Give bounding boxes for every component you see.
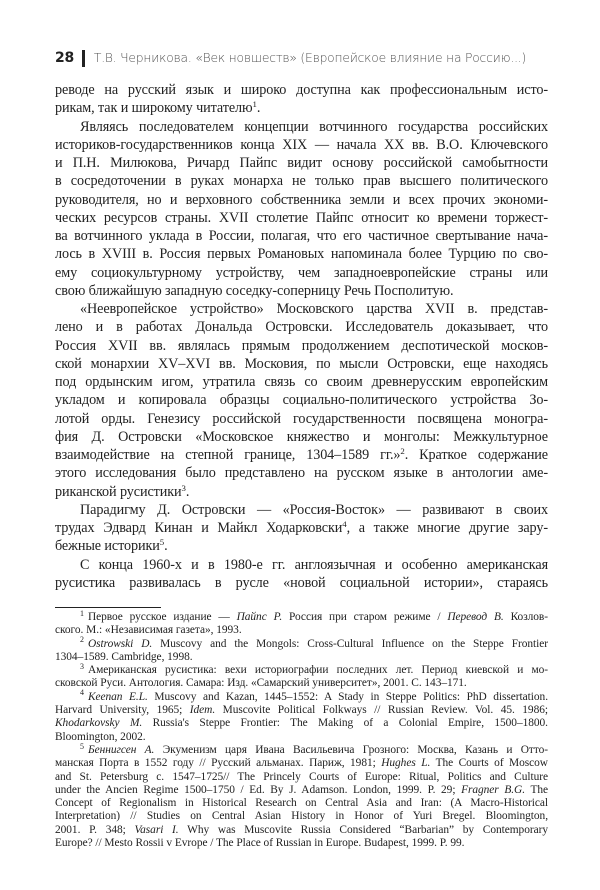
footnote xyxy=(55,661,548,691)
text-run: 1304–1589. Cambridge, 1998. xyxy=(55,650,193,663)
text-run: Россия XVII вв. являлась прямым продолжением деспотической москов- xyxy=(55,337,548,354)
text-line xyxy=(55,191,548,209)
paragraph xyxy=(55,556,548,593)
text-run: в сосредоточении в руках монарха не только прав высшего политического xyxy=(55,173,548,190)
text-run: сковской Руси. Антология. Самара: Изд. «Самарский университет», 2001. С. 143–171. xyxy=(55,677,467,690)
text-line xyxy=(55,318,548,336)
text-line xyxy=(55,355,548,373)
italic-run: Vasari I. xyxy=(134,823,179,836)
text-run: Russia's Steppe Frontier: The Making of a Colonial Empire, 1500–1800. xyxy=(142,717,548,730)
text-line xyxy=(55,731,548,744)
text-run: этого исследования было представлено на русском языке в антологии аме- xyxy=(55,465,548,482)
text-line xyxy=(55,741,548,757)
paragraph xyxy=(55,300,548,501)
text-run: ского. М.: «Независимая газета», 1993. xyxy=(55,624,242,637)
text-run: Козлов- xyxy=(503,611,548,623)
text-run: . Краткое содержание xyxy=(404,447,548,463)
italic-run: Fragner B.G. xyxy=(461,783,526,796)
text-line xyxy=(55,300,548,318)
text-run: С конца 1960-х и в 1980-е гг. англоязычная и особенно американская xyxy=(80,556,548,573)
header-divider xyxy=(82,50,85,67)
text-line xyxy=(55,501,548,519)
text-run: фия Д. Островски «Московское княжество и монголы: Межкультурное xyxy=(55,428,548,445)
text-line xyxy=(55,446,548,464)
footnote-ref: 1 xyxy=(252,99,257,110)
text-line xyxy=(55,810,548,823)
text-run: Являясь последователем концепции вотчинного государства российских xyxy=(80,118,548,135)
footnote-separator xyxy=(55,607,161,608)
paragraph xyxy=(55,501,548,556)
footnote xyxy=(55,635,548,665)
footnote-ref: 1 xyxy=(80,608,84,618)
italic-run: Keenan E.L. xyxy=(87,690,148,703)
footnote-ref: 2 xyxy=(400,446,405,457)
footnote-ref: 3 xyxy=(181,482,186,493)
text-run: ческих ресурсов страны. XVII столетие Пайпс относит ко времени торжест- xyxy=(55,209,548,226)
text-line xyxy=(55,391,548,409)
text-run: Американская русистика: вехи историографии последних лет. Период киевской и мо- xyxy=(87,664,548,677)
text-run: ва вотчинного уклада в России, полагая, что его частичное свертывание нача- xyxy=(55,228,548,244)
text-line xyxy=(55,704,548,717)
text-run: трудах Эдвард Кинан и Майкл Ходарковски xyxy=(55,520,343,536)
text-line xyxy=(55,651,548,664)
footnote-ref: 5 xyxy=(159,537,165,548)
text-run: . xyxy=(164,538,168,555)
text-line xyxy=(55,118,548,136)
text-line xyxy=(55,661,548,677)
text-line xyxy=(55,574,548,592)
text-line xyxy=(55,757,548,770)
italic-run: Перевод В. xyxy=(447,611,504,623)
text-run: The xyxy=(525,783,549,796)
text-run: Bloomington, 2002. xyxy=(55,730,146,743)
text-run: Первое русское издание — xyxy=(87,611,237,623)
italic-run: Беннигсен А. xyxy=(87,743,155,756)
text-line xyxy=(55,410,548,428)
footnote xyxy=(55,688,548,744)
text-run: ему социокультурному устройству, чем западноевропейские страны или xyxy=(55,264,548,281)
text-run: Europe? // Mesto Rossii v Evrope / The Place of Russian in Europe. Budapest, 1999. P. 99. xyxy=(55,837,465,850)
running-title: Т.В. Черникова. «Век новшеств» (Европейское влияние на Россию...) xyxy=(93,51,527,65)
footnote-ref: 5 xyxy=(80,741,84,751)
text-run: манская Порта в 1552 году // Русский альманах. Париж, 1981; xyxy=(55,757,382,770)
italic-run: Hughes L. xyxy=(381,757,431,770)
text-run: «Неевропейское устройство» Московского царства XVII в. представ- xyxy=(80,301,548,317)
text-run: Россия при старом режиме / xyxy=(282,611,448,623)
main-text xyxy=(55,81,548,592)
text-line xyxy=(55,172,548,190)
text-run: под ордынским игом, утратила связь со своим древнерусским европейским xyxy=(55,374,548,390)
footnote xyxy=(55,741,549,850)
text-line xyxy=(55,824,548,837)
footnote-ref: 4 xyxy=(342,519,347,530)
text-run: Harvard University, 1965; xyxy=(55,704,190,717)
italic-run: Пайпс Р. xyxy=(236,611,283,623)
text-run: риканской русистики xyxy=(55,483,182,500)
text-line xyxy=(55,282,548,300)
text-run: Interpretation) // Studies on Central Asian History in Honor of Yuri Bregel. Bloomington, xyxy=(55,810,548,823)
text-line xyxy=(55,81,548,99)
text-run: реводе на русский язык и широко доступна как профессиональным исто- xyxy=(55,82,548,98)
text-line xyxy=(55,797,548,810)
text-run: русистика развивалась в русле «новой социальной истории», стараясь xyxy=(55,574,548,591)
text-run: и П.Н. Милюкова, Ричард Пайпс видит основу российской самобытности xyxy=(55,155,548,171)
text-run: Muscovy and the Mongols: Cross-Cultural Influence on the Steppe Frontier xyxy=(152,637,548,650)
text-line xyxy=(55,519,548,537)
text-line xyxy=(55,537,548,555)
text-run: Why was Muscovite Russia Considered “Barbarian” by Contemporary xyxy=(178,823,548,836)
text-run: укладом и копировала образцы социально-политического устройства Зо- xyxy=(55,392,548,409)
text-run: , а также многие другие зару- xyxy=(346,520,548,536)
text-run: Concept of Regionalism in Historical Research on Central Asia and Iran: (A Macro-Historical xyxy=(55,797,548,810)
text-line xyxy=(55,428,548,446)
text-line xyxy=(55,837,548,850)
footnote-ref: 2 xyxy=(80,635,84,645)
text-line xyxy=(55,227,548,245)
text-run: лотой орды. Генезису российской государственности посвящена моногра- xyxy=(55,410,548,427)
text-run: and St. Petersburg c. 1547–1725// The Princely Courts of Europe: Ritual, Politics and Culture xyxy=(55,770,548,783)
text-line xyxy=(55,608,548,624)
text-run: 2001. P. 348; xyxy=(55,823,135,836)
text-line xyxy=(55,688,548,704)
text-run: . xyxy=(256,100,261,117)
text-line xyxy=(55,624,548,637)
italic-run: Ostrowski D. xyxy=(87,637,153,650)
text-run: Muscovy and Kazan, 1445–1552: A Stady in Steppe Politics: PhD dissertation. xyxy=(147,690,548,703)
paragraph xyxy=(55,118,548,301)
footnote-ref: 4 xyxy=(80,688,84,698)
text-line xyxy=(55,209,548,227)
text-line xyxy=(55,154,548,172)
text-run: Парадигму Д. Островски — «Россия-Восток» — развивают в своих xyxy=(80,501,548,518)
text-run: взаимодействие на степной границе, 1304–1589 гг.» xyxy=(55,447,401,463)
text-run: свою ближайшую западную соседку-соперницу Речь Посполитую. xyxy=(55,282,454,299)
footnote-ref: 3 xyxy=(80,661,84,671)
page-number: 28 xyxy=(55,50,74,66)
text-line xyxy=(55,556,548,574)
text-run: лено и в работах Дональда Островски. Исследователь доказывает, что xyxy=(55,319,548,336)
text-run: under the Ancien Regime 1500–1750 / Ed. By J. Adamson. London, 1999. P. 29; xyxy=(55,783,462,796)
text-run: ской монархии XV–XVI вв. Московия, по мысли Островски, еще находясь xyxy=(55,355,548,372)
text-run: историков-государственников конца XIX — начала XX вв. В.О. Ключевского xyxy=(55,136,548,153)
text-line xyxy=(55,99,548,117)
text-line xyxy=(55,784,548,797)
text-line xyxy=(55,245,548,263)
text-run: Экуменизм царя Ивана Васильевича Грозного: Москва, Казань и Отто- xyxy=(154,743,548,756)
text-line xyxy=(55,264,548,282)
text-line xyxy=(55,483,548,501)
text-run: Muscovite Political Folkways // Russian Review. Vol. 45. 1986; xyxy=(215,704,548,717)
footnote xyxy=(55,608,548,638)
italic-run: Khodarkovsky M. xyxy=(55,717,143,730)
text-run: . xyxy=(185,483,190,500)
text-line xyxy=(55,771,548,784)
text-run: бежные историки xyxy=(55,538,160,555)
text-run: лось в XVIII в. Россия первых Романовых напоминала более Турцию по сво- xyxy=(55,246,548,263)
text-run: рикам, так и широкому читателю xyxy=(55,100,253,117)
text-run: руководителя, но и верховного собственника земли и всех прочих экономи- xyxy=(55,191,548,208)
text-line xyxy=(55,337,548,355)
text-line xyxy=(55,464,548,482)
running-header xyxy=(55,48,526,68)
text-line xyxy=(55,136,548,154)
paragraph xyxy=(55,81,548,118)
text-line xyxy=(55,717,548,730)
text-run: The Courts of Moscow xyxy=(430,757,548,770)
text-line xyxy=(55,635,548,651)
text-line xyxy=(55,677,548,690)
italic-run: Idem. xyxy=(189,704,216,717)
text-line xyxy=(55,373,548,391)
footnotes xyxy=(55,608,549,850)
